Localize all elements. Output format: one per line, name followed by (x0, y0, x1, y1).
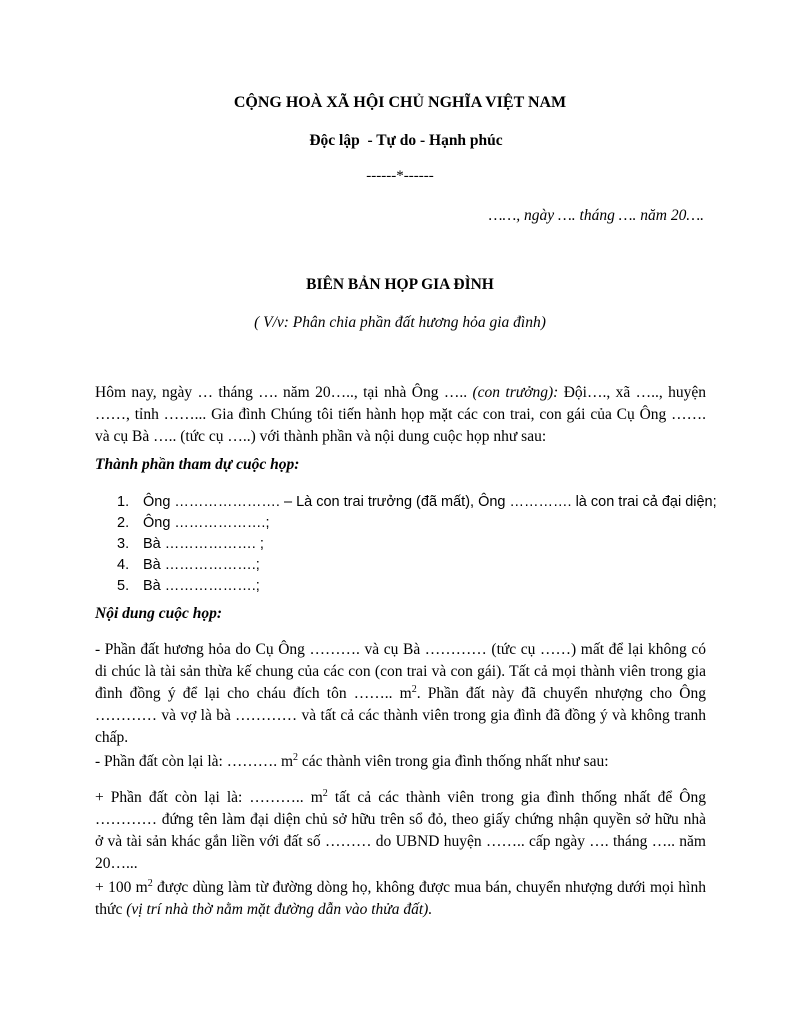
list-text: Ông …………………. – Là con trai trưởng (đã mất), Ông …………. là con trai cả đại diện; (143, 494, 717, 510)
p4-italic: (vị trí nhà thờ nằm mặt đường dẫn vào thửa đất). (126, 901, 433, 918)
p2-text: - Phần đất còn lại là: ………. m (95, 753, 294, 770)
content-heading: Nội dung cuộc họp: (95, 605, 223, 622)
p3-line-3: ở và tài sản khác gắn liền với đất số ……… do UBND huyện …….. cấp ngày …. tháng ….. năm (95, 833, 706, 850)
list-number: 3. (117, 536, 130, 552)
intro-italic: (con trưởng): (472, 384, 559, 401)
intro-line-1 (95, 382, 706, 404)
list-item (117, 576, 717, 597)
list-item (117, 555, 717, 576)
superscript: 2 (411, 683, 417, 695)
content-paragraph-2 (95, 751, 706, 773)
p1-text: đình đồng ý để lại cho cháu đích tôn …….. m (95, 685, 412, 702)
separator: ------*------ (366, 168, 434, 184)
p4-line-1 (95, 877, 706, 899)
intro-text: Hôm nay, ngày … tháng …. năm 20….., tại nhà Ông ….. (95, 384, 473, 401)
intro-line-3: và cụ Bà ….. (tức cụ …..) với thành phần và nội dung cuộc họp như sau: (95, 428, 547, 445)
superscript: 2 (322, 787, 328, 799)
list-text: Bà ……………….; (143, 557, 260, 573)
document-title: BIÊN BẢN HỌP GIA ĐÌNH (306, 276, 494, 293)
date-line: ……, ngày …. tháng …. năm 20…. (488, 207, 704, 224)
content-paragraph-1 (95, 639, 706, 749)
document-subtitle: ( V/v: Phân chia phần đất hương hỏa gia đình) (254, 314, 546, 331)
list-number: 2. (117, 515, 130, 531)
p3-line-4: 20…... (95, 855, 138, 872)
list-number: 5. (117, 578, 130, 594)
content-paragraph-3 (95, 787, 706, 875)
p2-text: các thành viên trong gia đình thống nhất như sau: (298, 753, 609, 770)
p3-text: tất cả các thành viên trong gia đình thống nhất để Ông (327, 789, 706, 806)
p1-line-4: ………… và vợ là bà ………… và tất cả các thành viên trong gia đình đã đồng ý và không tranh (95, 707, 706, 724)
content-paragraph-4 (95, 877, 706, 921)
intro-paragraph (95, 382, 706, 448)
intro-line-2: ……, tỉnh ……... Gia đình Chúng tôi tiến hành họp mặt các con trai, con gái của Cụ Ông ……. (95, 406, 706, 423)
superscript: 2 (293, 751, 299, 763)
list-text: Ông ……………….; (143, 515, 270, 531)
attendees-heading: Thành phần tham dự cuộc họp: (95, 456, 300, 473)
p4-text: + 100 m (95, 879, 148, 896)
list-number: 4. (117, 557, 130, 573)
p3-line-1 (95, 787, 706, 809)
p1-text: . Phần đất này đã chuyển nhượng cho Ông (416, 685, 706, 702)
p1-line-5: chấp. (95, 729, 129, 746)
p4-line-2 (95, 899, 706, 921)
list-item (117, 513, 717, 534)
list-text: Bà ………………. ; (143, 536, 264, 552)
p1-line-1: - Phần đất hương hỏa do Cụ Ông ………. và cụ Bà ………… (tức cụ ……) mất để lại không có (95, 641, 706, 658)
motto: Độc lập - Tự do - Hạnh phúc (309, 132, 503, 149)
list-item (117, 534, 717, 555)
attendees-list (117, 492, 717, 597)
country-header: CỘNG HOÀ XÃ HỘI CHỦ NGHĨA VIỆT NAM (233, 94, 567, 111)
p1-line-2: di chúc là tài sản thừa kế chung của các con (con trai và con gái). Tất cả mọi thành viên trong gia (95, 663, 706, 680)
superscript: 2 (147, 877, 153, 889)
p1-line-3 (95, 683, 706, 705)
list-item (117, 492, 717, 513)
p4-text: được dùng làm từ đường dòng họ, không được mua bán, chuyển nhượng dưới mọi hình (152, 879, 706, 896)
list-number: 1. (117, 494, 130, 510)
p3-text: + Phần đất còn lại là: ……….. m (95, 789, 323, 806)
p4-text: thức (95, 901, 127, 918)
p3-line-2: ………… đứng tên làm đại diện chủ sở hữu trên sổ đỏ, theo giấy chứng nhận quyền sở hữu nhà (95, 811, 706, 828)
list-text: Bà ……………….; (143, 578, 260, 594)
intro-text: Đội…., xã ….., huyện (558, 384, 706, 401)
p2-line (95, 751, 706, 773)
